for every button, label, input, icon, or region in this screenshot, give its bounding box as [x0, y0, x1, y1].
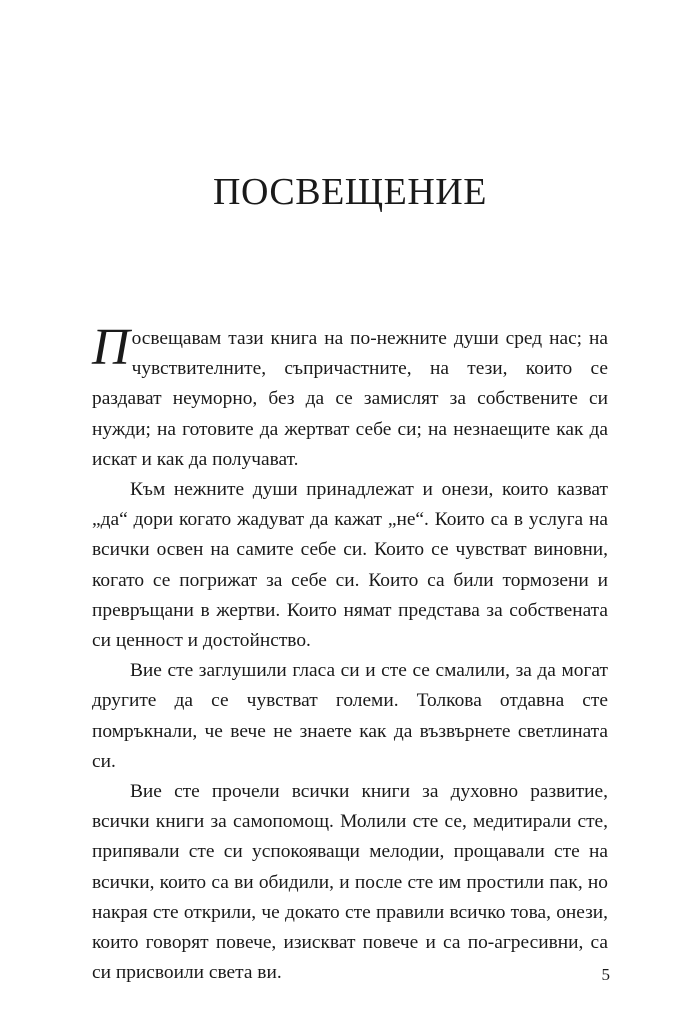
- chapter-title: ПОСВЕЩЕНИЕ: [213, 171, 487, 213]
- paragraph-4: Вие сте прочели всички книги за духовно развитие, всички книги за самопомощ. Молили сте се, медитирали сте, припявали сте си успокояващи мелодии, прощавали сте на всички, които са ви обидили, и после сте им простили пак, но накрая сте открили, че докато сте правили всичко това, онези, които говорят повече, изискват повече и са по-агресивни, са си присвоили света ви.: [92, 781, 608, 984]
- paragraph-3: Вие сте заглушили гласа си и сте се смалили, за да могат другите да се чувстват големи. Толкова отдавна сте помръкнали, че вече не знаете как да възвърнете светлината си.: [92, 660, 608, 772]
- dedication-text: [92, 319, 608, 988]
- paragraph-2: Към нежните души принадлежат и онези, които казват „да“ дори когато жадуват да кажат „не“. Които са в услуга на всички освен на самите себе си. Които се чувстват виновни, когато се погрижат за себе си. Които са били тормозени и превръщани в жертви. Които нямат представа за собствената си ценност и достойнство.: [92, 479, 608, 652]
- drop-cap-letter: П: [92, 319, 130, 376]
- page-number: 5: [601, 965, 610, 984]
- paragraph-1-text: освещавам тази книга на по-нежните души сред нас; на чувствителните, съпричастните, на тези, които се раздават неуморно, без да се замислят за собствените си нужди; на готовите да жертват себе си; на незнаещите как да искат и как да получават.: [92, 328, 608, 470]
- paragraph-1: [92, 319, 608, 475]
